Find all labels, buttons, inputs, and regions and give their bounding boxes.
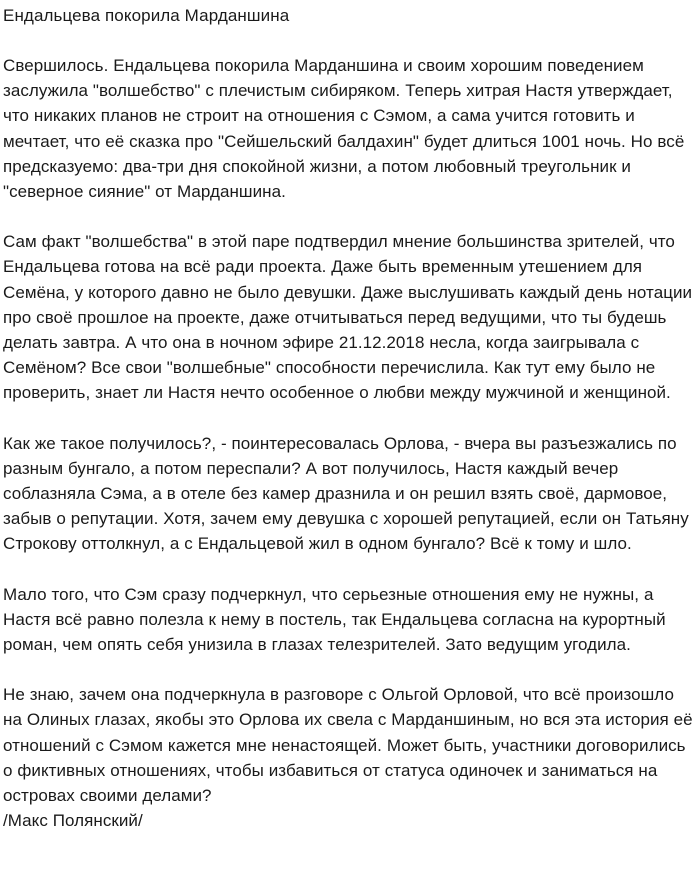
article-paragraph: Свершилось. Ендальцева покорила Марданшина и своим хорошим поведением заслужила "волшебство" с плечистым сибиряком. Теперь хитрая Настя утверждает, что никаких планов не строит на отношения с Сэмом, а сама учится готовить и мечтает, что её сказка про "Сейшельский балдахин" будет длиться 1001 ночь. Но всё предсказуемо: два-три дня спокойной жизни, а потом любовный треугольник и "северное сияние" от Марданшина. bbox=[3, 56, 685, 202]
page-title: Ендальцева покорила Марданшина bbox=[3, 6, 290, 25]
article-paragraph: Сам факт "волшебства" в этой паре подтвердил мнение большинства зрителей, что Ендальцева готова на всё ради проекта. Даже быть временным утешением для Семёна, у которого давно не было девушки. Даже выслушивать каждый день нотации про своё прошлое на проекте, даже отчитываться перед ведущими, что ты будешь делать завтра. А что она в ночном эфире 21.12.2018 несла, когда заигрывала с Семёном? Все свои "волшебные" способности перечислила. Как тут ему было не проверить, знает ли Настя нечто особенное о любви между мужчиной и женщиной. bbox=[3, 232, 693, 403]
article-closing-paragraph bbox=[3, 682, 693, 833]
article-paragraph: Мало того, что Сэм сразу подчеркнул, что серьезные отношения ему не нужны, а Настя всё равно полезла к нему в постель, так Ендальцева согласна на курортный роман, чем опять себя унизила в глазах телезрителей. Зато ведущим угодила. bbox=[3, 584, 666, 655]
article-body bbox=[3, 53, 693, 833]
closing-text: Не знаю, зачем она подчеркнула в разговоре с Ольгой Орловой, что всё произошло на Олиных глазах, якобы это Орлова их свела с Марданшиным, но вся эта история её отношений с Сэмом кажется мне ненастоящей. Может быть, участники договорились о фиктивных отношениях, чтобы избавиться от статуса одиночек и заниматься на островах своими делами? bbox=[3, 685, 693, 806]
article-paragraph: Как же такое получилось?, - поинтересовалась Орлова, - вчера вы разъезжались по разным бунгало, а потом переспали? А вот получилось, Настя каждый вечер соблазняла Сэма, а в отеле без камер дразнила и он решил взять своё, дармовое, забыв о репутации. Хотя, зачем ему девушка с хорошей репутацией, если он Татьяну Строкову оттолкнул, а с Ендальцевой жил в одном бунгало? Всё к тому и шло. bbox=[3, 433, 689, 554]
author-signature: /Макс Полянский/ bbox=[3, 811, 143, 831]
